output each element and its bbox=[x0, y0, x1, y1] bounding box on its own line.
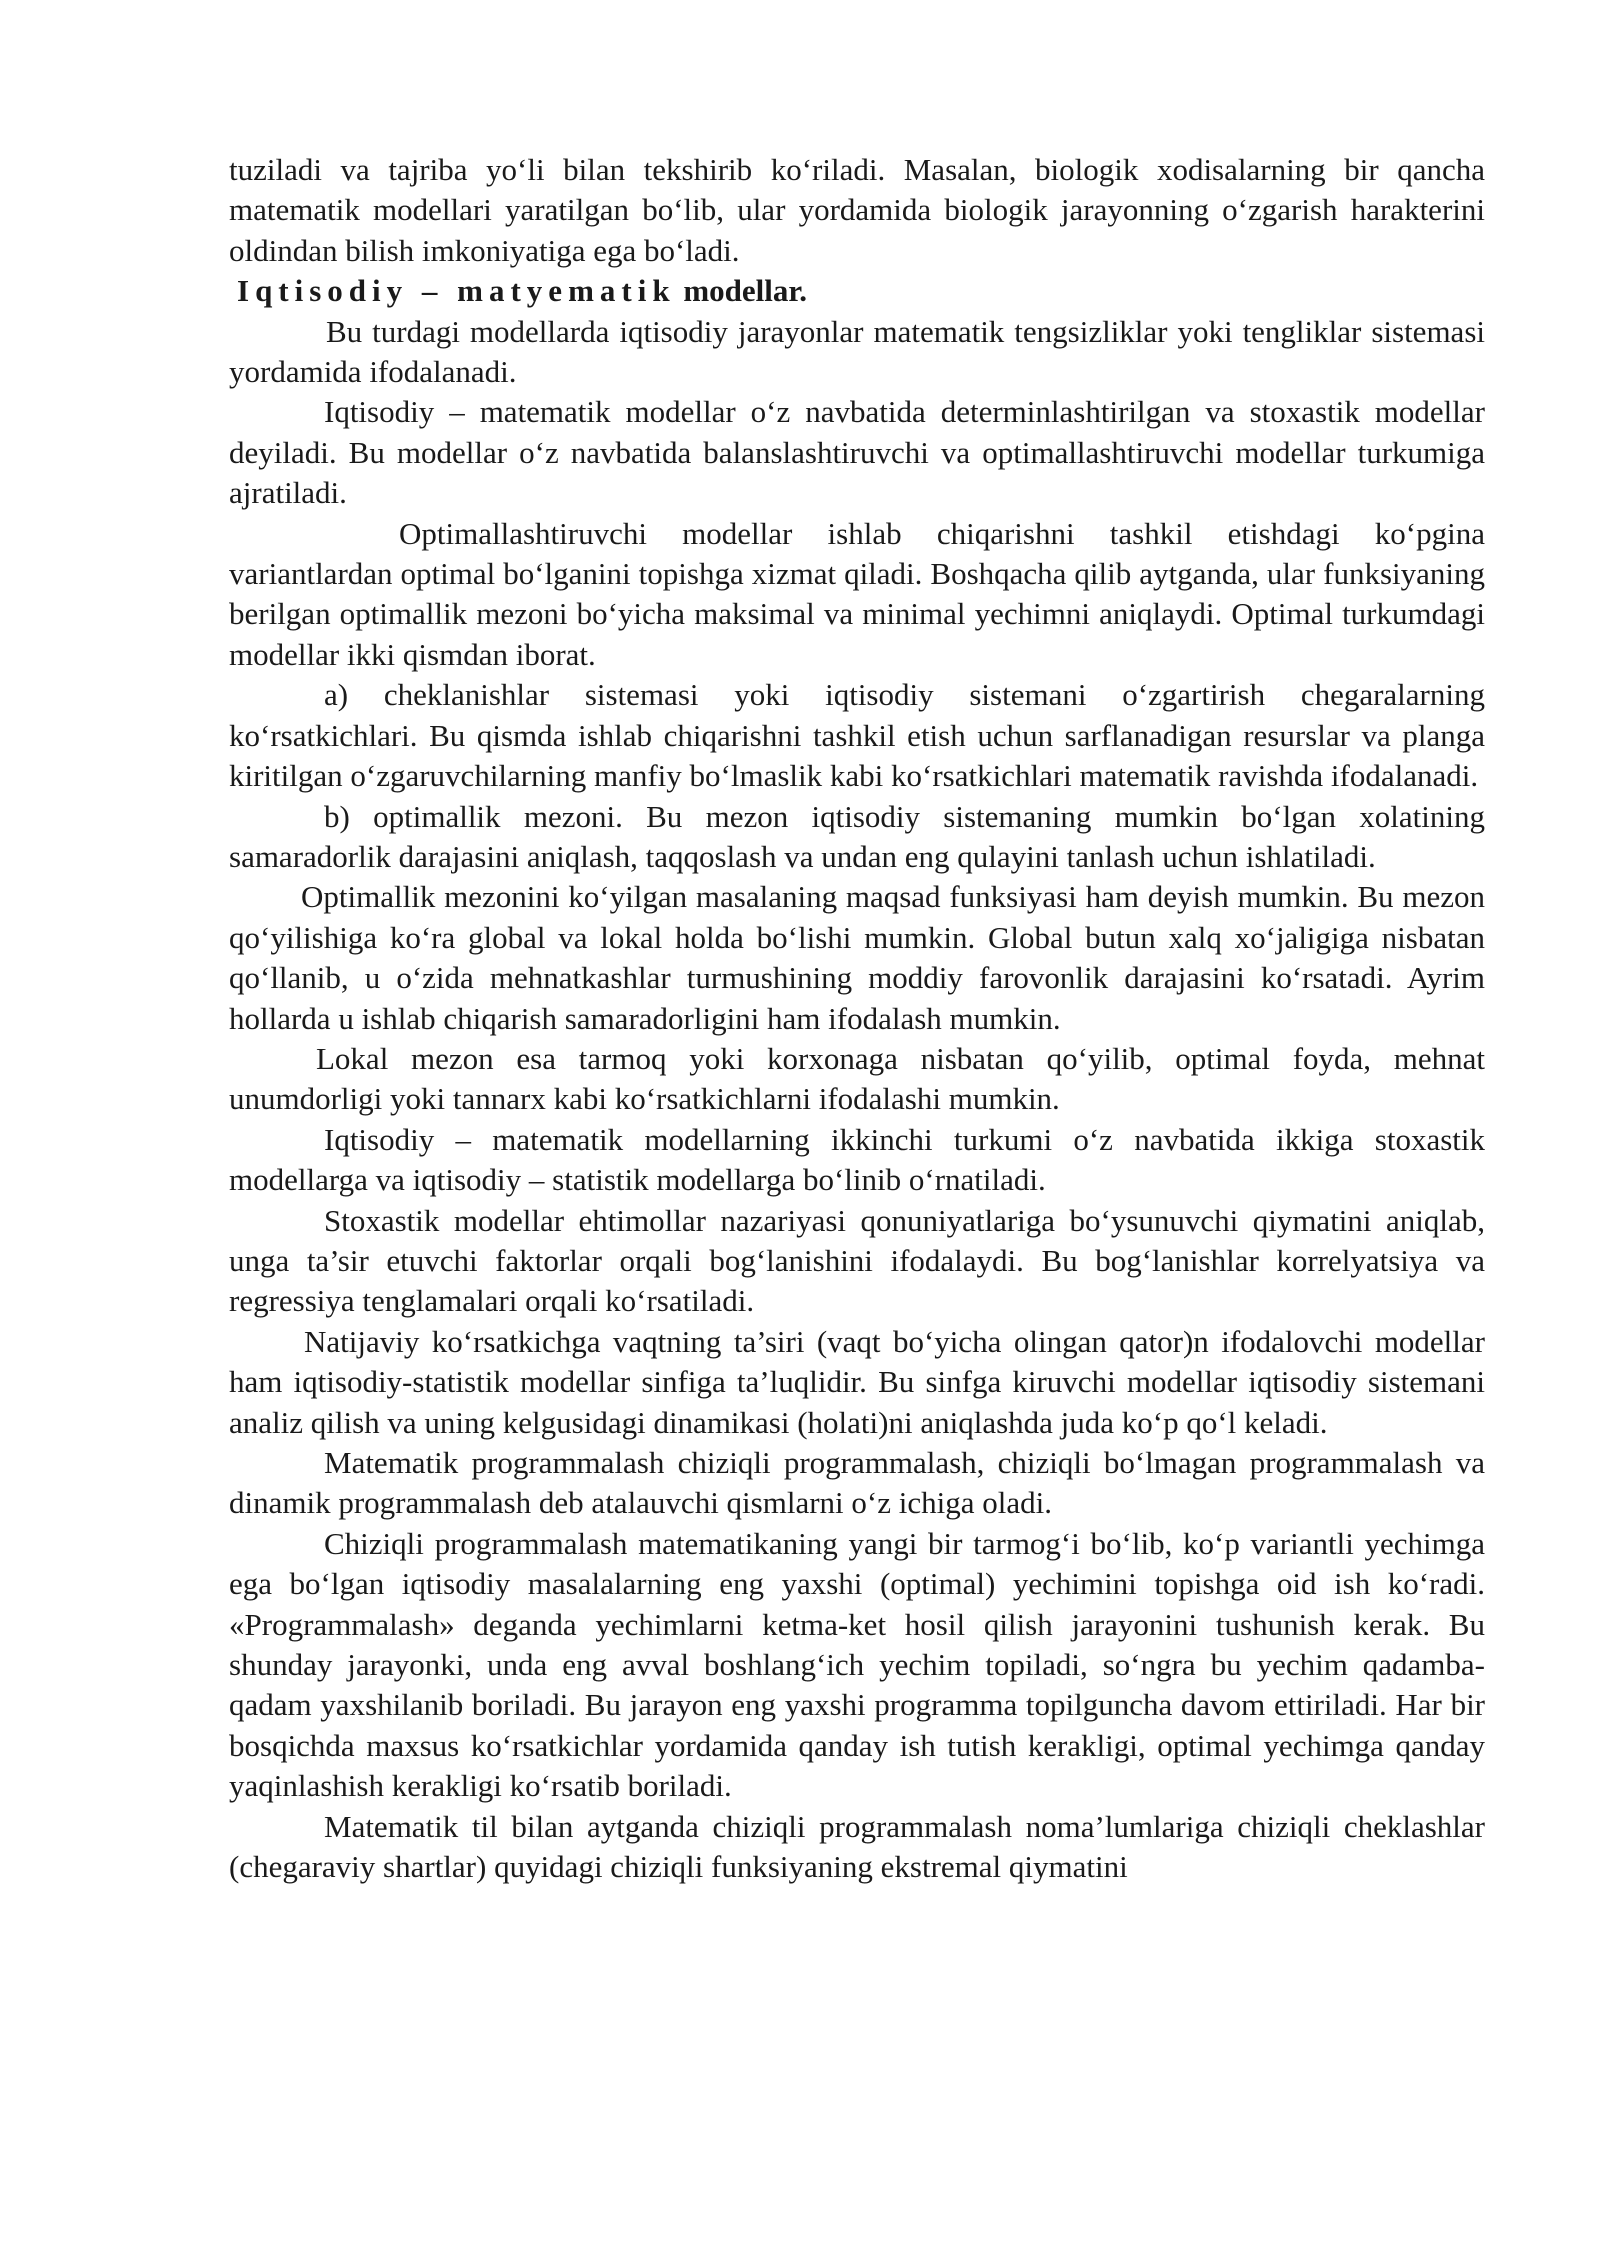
paragraph-optimizing-models: Optimallashtiruvchi modellar ishlab chiqarishni tashkil etishdagi ko‘pgina variantlardan optimal bo‘lganini topishga xizmat qiladi. Boshqacha qilib aytganda, ular funksiyaning berilgan optimallik mezoni bo‘yicha maksimal va minimal yechimni aniqlaydi. Optimal turkumdagi modellar ikki qismdan iborat. bbox=[229, 515, 1485, 672]
paragraph-local-criterion: Lokal mezon esa tarmoq yoki korxonaga nisbatan qo‘yilib, optimal foyda, mehnat unumdorligi yoki tannarx kabi ko‘rsatkichlarni ifodalashi mumkin. bbox=[229, 1040, 1485, 1117]
paragraph-linear-programming: Chiziqli programmalash matematikaning yangi bir tarmog‘i bo‘lib, ko‘p variantli yechimga ega bo‘lgan iqtisodiy masalalarning eng yaxshi (optimal) yechimini topishga oid ish ko‘radi. «Programmalash» deganda yechimlarni ketma-ket hosil qilish jarayonini tushunish kerak. Bu shunday jarayonki, unda eng avval boshlang‘ich yechim topiladi, so‘ngra bu yechim qadamba-qadam yaxshilanib boriladi. Bu jarayon eng yaxshi programma topilguncha davom ettiriladi. Har bir bosqichda maxsus ko‘rsatkichlar yordamida qanday ish tutish kerakligi, optimal yechimga qanday yaqinlashish kerakligi ko‘rsatib boriladi. bbox=[229, 1525, 1485, 1804]
paragraph-second-group: Iqtisodiy – matematik modellarning ikkinchi turkumi o‘z navbatida ikkiga stoxastik modellarga va iqtisodiy – statistik modellarga bo‘linib o‘rnatiladi. bbox=[229, 1121, 1485, 1198]
paragraph-optimality-criterion: b) optimallik mezoni. Bu mezon iqtisodiy sistemaning mumkin bo‘lgan xolatining samaradorlik darajasini aniqlash, taqqoslash va undan eng qulayini tanlash uchun ishlatiladi. bbox=[229, 798, 1485, 874]
paragraph-objective-function: Optimallik mezonini ko‘yilgan masalaning maqsad funksiyasi ham deyish mumkin. Bu mezon qo‘yilishiga ko‘ra global va lokal holda bo‘lishi mumkin. Global butun xalq xo‘jaligiga nisbatan qo‘llanib, u o‘zida mehnatkashlar turmushining moddiy farovonlik darajasini ko‘rsatadi. Ayrim hollarda u ishlab chiqarish samaradorligini ham ifodalash mumkin. bbox=[229, 879, 1485, 1036]
paragraph-math-language: Matematik til bilan aytganda chiziqli programmalash noma’lumlariga chiziqli cheklashlar (chegaraviy shartlar) quyidagi chiziqli funksiyaning ekstremal qiymatini bbox=[229, 1808, 1485, 1885]
document-page bbox=[229, 150, 1485, 1887]
paragraph-determinate-stochastic: Iqtisodiy – matematik modellar o‘z navbatida determinlashtirilgan va stoxastik modellar deyiladi. Bu modellar o‘z navbatida balanslashtiruvchi va optimallashtiruvchi modellar turkumiga ajratiladi. bbox=[229, 394, 1485, 511]
section-heading bbox=[229, 271, 1485, 311]
paragraph-constraints: a) cheklanishlar sistemasi yoki iqtisodiy sistemani o‘zgartirish chegaralarning ko‘rsatkichlari. Bu qismda ishlab chiqarishni tashkil etish uchun sarflanadigan resurslar va planga kiritilgan o‘zgaruvchilarning manfiy bo‘lmaslik kabi ko‘rsatkichlari matematik ravishda ifodalanadi. bbox=[229, 677, 1485, 794]
paragraph-stochastic-models: Stoxastik modellar ehtimollar nazariyasi qonuniyatlariga bo‘ysunuvchi qiymatini aniqlab, unga ta’sir etuvchi faktorlar orqali bog‘lanishini ifodalaydi. Bu bog‘lanishlar korrelyatsiya va regressiya tenglamalari orqali ko‘rsatiladi. bbox=[229, 1202, 1485, 1319]
section-heading-spaced: Iqtisodiy – matyematik bbox=[237, 273, 676, 309]
paragraph-math-programming: Matematik programmalash chiziqli programmalash, chiziqli bo‘lmagan programmalash va dinamik programmalash deb atalauvchi qismlarni o‘z ichiga oladi. bbox=[229, 1445, 1485, 1521]
paragraph-model-types: Bu turdagi modellarda iqtisodiy jarayonlar matematik tengsizliklar yoki tengliklar sistemasi yordamida ifodalanadi. bbox=[229, 313, 1485, 390]
paragraph-intro: tuziladi va tajriba yo‘li bilan tekshirib ko‘riladi. Masalan, biologik xodisalarning bir qancha matematik modellari yaratilgan bo‘lib, ular yordamida biologik jarayonning o‘zgarish harakterini oldindan bilish imkoniyatiga ega bo‘ladi. bbox=[229, 152, 1485, 268]
section-heading-rest: modellar. bbox=[675, 273, 808, 309]
paragraph-time-series: Natijaviy ko‘rsatkichga vaqtning ta’siri (vaqt bo‘yicha olingan qator)n ifodalovchi modellar ham iqtisodiy-statistik modellar sinfiga ta’luqlidir. Bu sinfga kiruvchi modellar iqtisodiy sistemani analiz qilish va uning kelgusidagi dinamikasi (holati)ni aniqlashda juda ko‘p qo‘l keladi. bbox=[229, 1323, 1485, 1440]
